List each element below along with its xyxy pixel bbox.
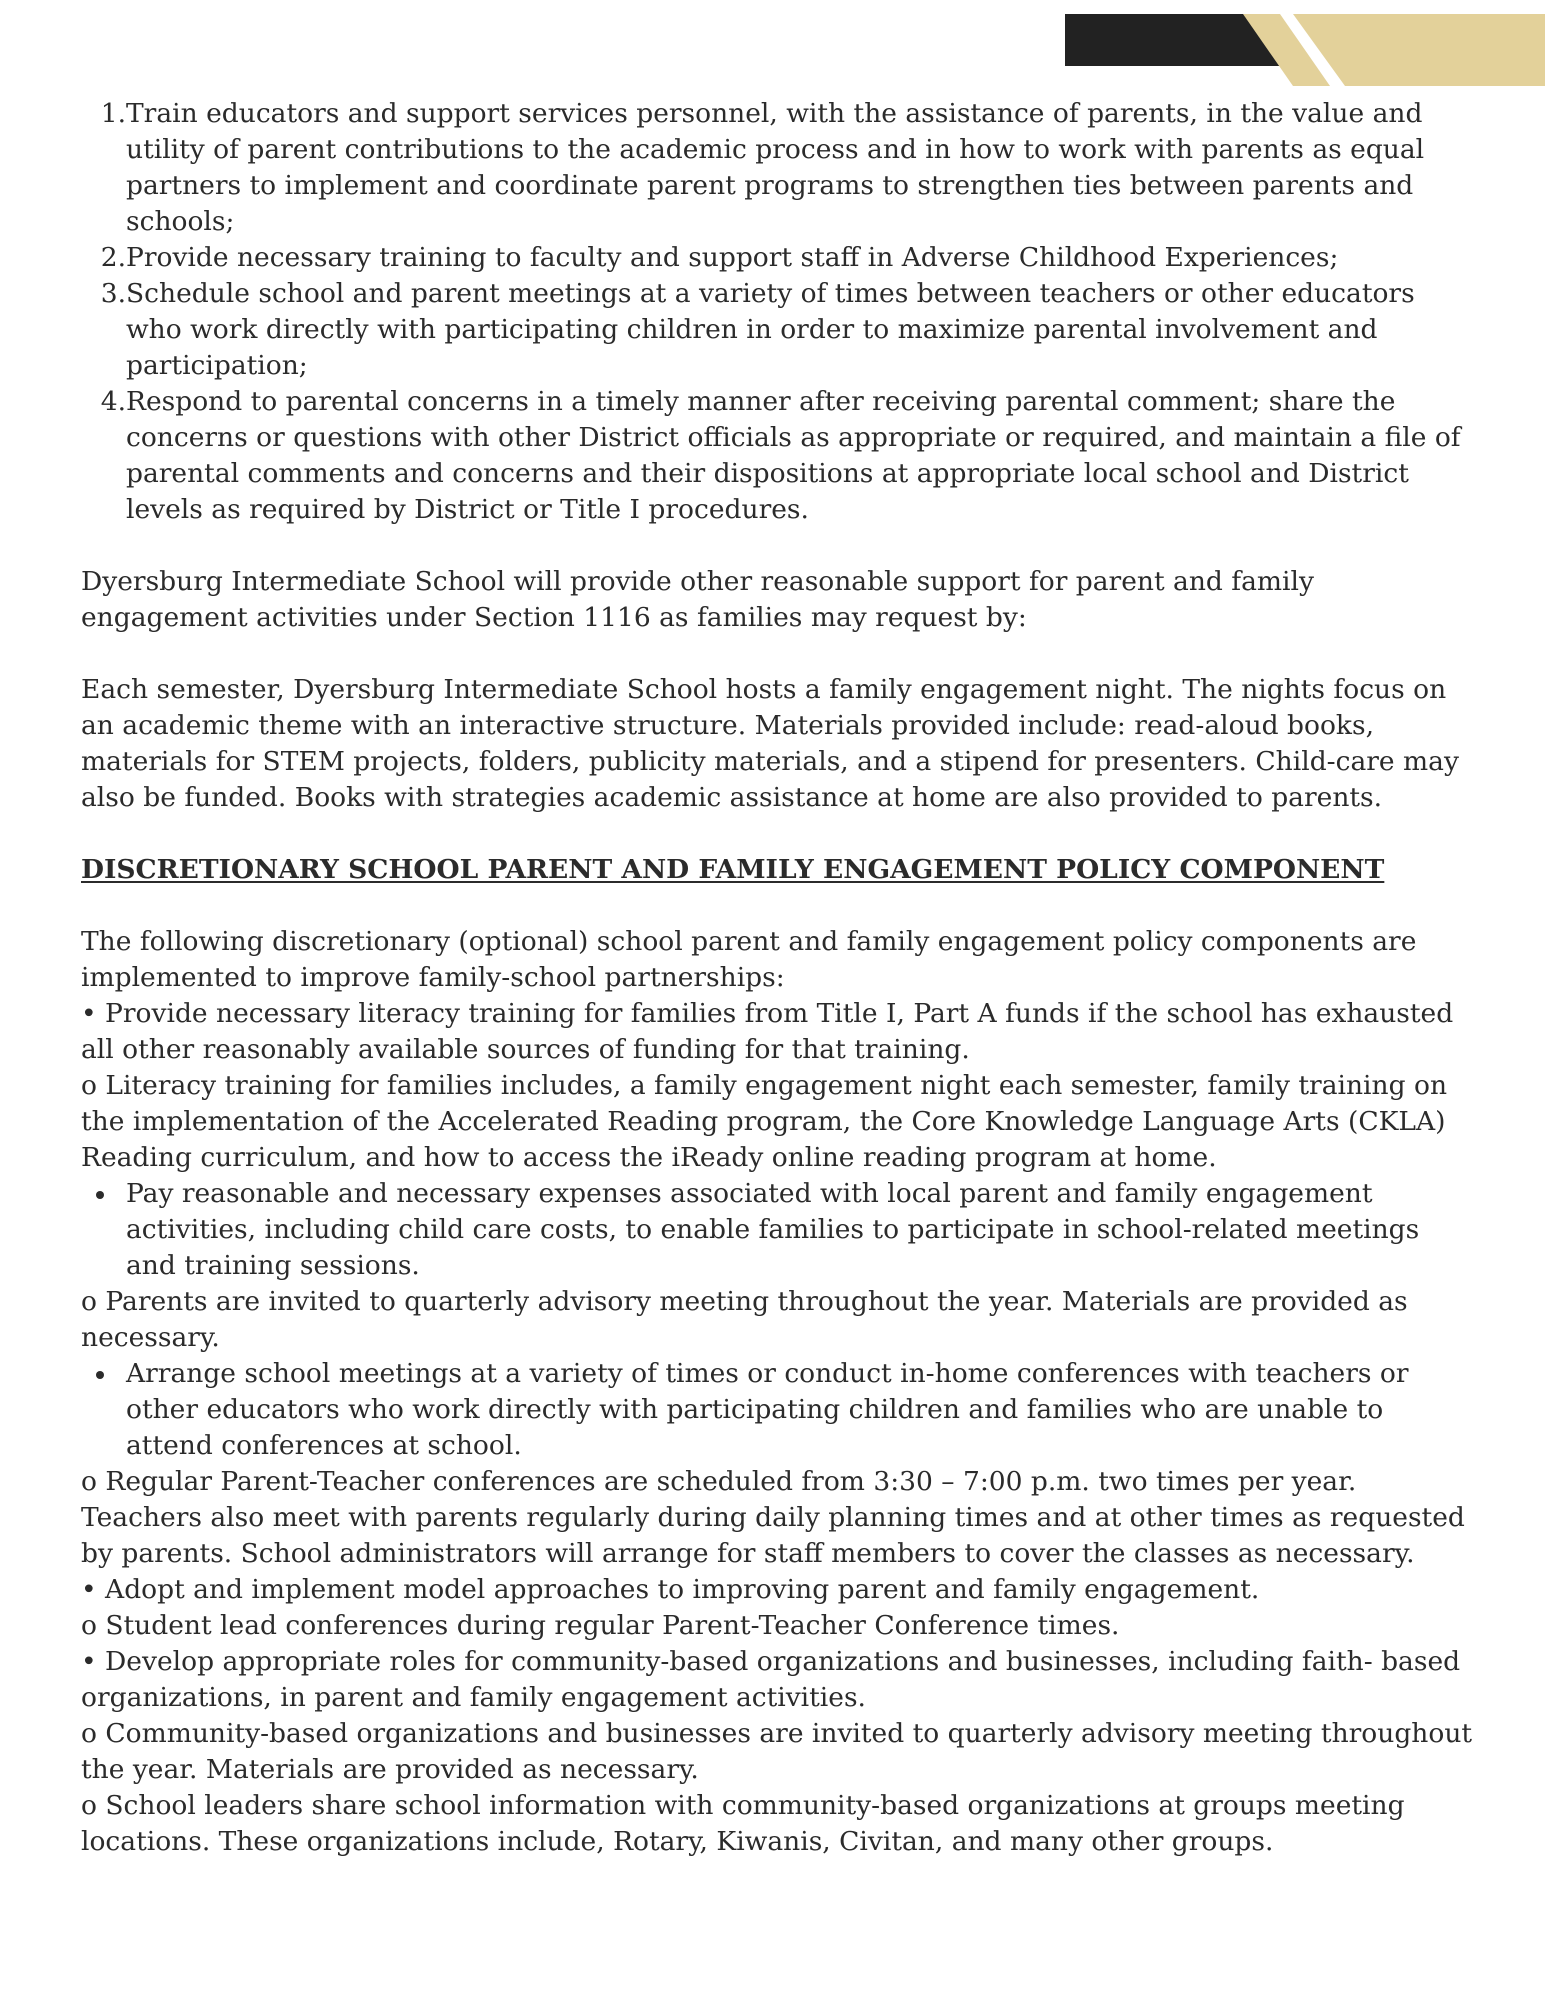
list-item: [81, 240, 1473, 276]
bullet-text: Arrange school meetings at a variety of times or conduct in-home conferences with teachers or other educators who work directly with participating children and families who are unable to attend conferences at school.: [126, 1358, 1409, 1461]
bullet-text: Pay reasonable and necessary expenses associated with local parent and family engagement activities, including child care costs, to enable families to participate in school-related meetings and training sessions.: [126, 1178, 1420, 1281]
spacer: [81, 888, 1473, 924]
list-text: Respond to parental concerns in a timely manner after receiving parental comment; share the concerns or questions with other District officials as appropriate or required, and maintain a file of parental comments and concerns and their dispositions at appropriate local school and District levels as required by District or Title I procedures.: [126, 386, 1461, 525]
gold-band: [1293, 14, 1545, 86]
section-heading: DISCRETIONARY SCHOOL PARENT AND FAMILY ENGAGEMENT POLICY COMPONENT: [81, 854, 1385, 885]
adopt-subline: o Student lead conferences during regular Parent-Teacher Conference times.: [81, 1610, 1120, 1641]
list-number: 4.: [100, 386, 126, 417]
bullet-icon: [81, 1356, 126, 1464]
list-number: 3.: [100, 278, 126, 309]
develop-subline-1: o Community-based organizations and businesses are invited to quarterly advisory meeting throughout the year. Materials are provided as necessary.: [81, 1718, 1473, 1785]
literacy-line: • Provide necessary literacy training for families from Title I, Part A funds if the school has exhausted all other reasonably available sources of funding for that training.: [81, 998, 1454, 1065]
bullet-item-expenses: [81, 1176, 1473, 1284]
develop-line: • Develop appropriate roles for community-based organizations and businesses, including faith- based organizations, in parent and family engagement activities.: [81, 1646, 1461, 1713]
corner-decoration: [1065, 14, 1545, 86]
list-item: [81, 276, 1473, 384]
list-text: Provide necessary training to faculty and support staff in Adverse Childhood Experiences;: [126, 242, 1339, 273]
list-item: [81, 384, 1473, 528]
meetings-subline: o Regular Parent-Teacher conferences are scheduled from 3:30 – 7:00 p.m. two times per year. Teachers also meet with parents regularly during daily planning times and at other times as requested by parents. School administrators will arrange for staff members to cover the classes as necessary.: [81, 1466, 1465, 1569]
adopt-line: • Adopt and implement model approaches to improving parent and family engagement.: [81, 1574, 1260, 1605]
intro-paragraph: The following discretionary (optional) school parent and family engagement policy components are implemented to improve family-school partnerships:: [81, 926, 1417, 993]
document-page: [81, 96, 1473, 1860]
bullet-icon: [81, 1176, 126, 1284]
spacer: [81, 816, 1473, 852]
numbered-list: [81, 96, 1473, 528]
spacer: [81, 528, 1473, 564]
develop-subline-2: o School leaders share school information with community-based organizations at groups meeting locations. These organizations include, Rotary, Kiwanis, Civitan, and many other groups.: [81, 1790, 1405, 1857]
list-text: Schedule school and parent meetings at a variety of times between teachers or other educators who work directly with participating children in order to maximize parental involvement and participation;: [126, 278, 1415, 381]
list-text: Train educators and support services personnel, with the assistance of parents, in the value and utility of parent contributions to the academic process and in how to work with parents as equal partners to implement and coordinate parent programs to strengthen ties between parents and schools;: [126, 98, 1425, 237]
literacy-subline: o Literacy training for families includes, a family engagement night each semester, family training on the implementation of the Accelerated Reading program, the Core Knowledge Language Arts (CKLA) Reading curriculum, and how to access the iReady online reading program at home.: [81, 1070, 1448, 1173]
support-paragraph: Dyersburg Intermediate School will provide other reasonable support for parent and family engagement activities under Section 1116 as families may request by:: [81, 566, 1314, 633]
bullet-item-meetings: [81, 1356, 1473, 1464]
list-item: [81, 96, 1473, 240]
list-number: 1.: [100, 98, 126, 129]
spacer: [81, 636, 1473, 672]
list-number: 2.: [100, 242, 126, 273]
expenses-subline: o Parents are invited to quarterly advisory meeting throughout the year. Materials are provided as necessary.: [81, 1286, 1408, 1353]
semester-paragraph: Each semester, Dyersburg Intermediate School hosts a family engagement night. The nights focus on an academic theme with an interactive structure. Materials provided include: read-aloud books, materials for STEM projects, folders, publicity materials, and a stipend for presenters. Child-care may also be funded. Books with strategies academic assistance at home are also provided to parents.: [81, 674, 1459, 813]
